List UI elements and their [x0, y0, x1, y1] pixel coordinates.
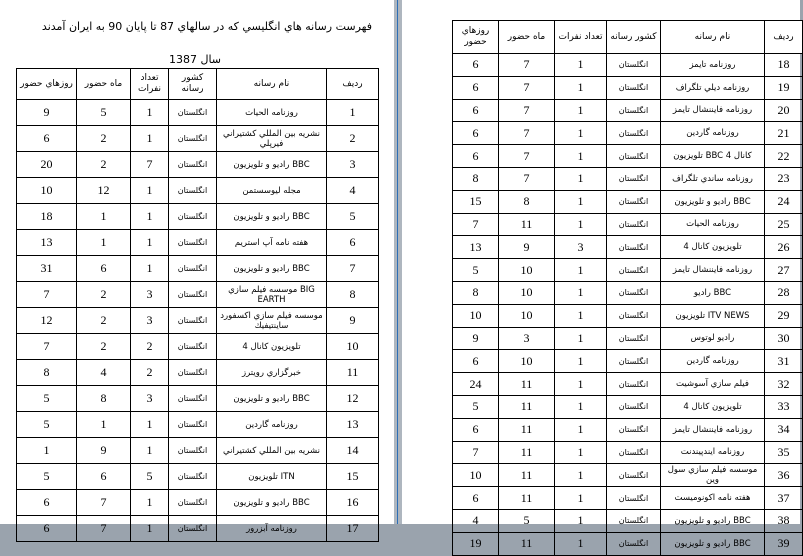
table-row — [453, 236, 803, 259]
media-name-cell: روزنامه ديلي تلگراف — [661, 76, 765, 99]
days-cell: 10 — [453, 304, 499, 327]
country-cell: انگلستان — [607, 76, 661, 99]
row-number-cell: 18 — [765, 54, 803, 77]
media-name-cell: روزنامه گاردين — [661, 350, 765, 373]
table-row — [453, 350, 803, 373]
row-number-cell: 20 — [765, 99, 803, 122]
media-name-cell: راديو لوتوس — [661, 327, 765, 350]
table-row — [453, 54, 803, 77]
table-row — [453, 213, 803, 236]
media-name-cell: راديو و تلويزيون BBC — [661, 509, 765, 532]
count-cell: 1 — [555, 487, 607, 510]
table-row — [453, 145, 803, 168]
count-cell: 1 — [555, 418, 607, 441]
media-name-cell: راديو و تلويزيون BBC — [217, 256, 327, 282]
table-header-row — [17, 69, 379, 100]
row-number-cell: 24 — [765, 190, 803, 213]
media-name-cell: روزنامه تايمز — [661, 54, 765, 77]
media-name-cell: راديو و تلويزيون BBC — [217, 386, 327, 412]
media-name-cell: راديو و تلويزيون BBC — [661, 190, 765, 213]
count-cell: 1 — [555, 532, 607, 555]
row-number-cell: 10 — [327, 334, 379, 360]
table-row — [453, 259, 803, 282]
country-cell: انگلستان — [607, 213, 661, 236]
media-name-cell: راديو و تلويزيون BBC — [217, 204, 327, 230]
header-country: كشور رسانه — [607, 21, 661, 54]
country-cell: انگلستان — [607, 190, 661, 213]
days-cell: 5 — [453, 395, 499, 418]
country-cell: انگلستان — [607, 509, 661, 532]
table-row — [453, 76, 803, 99]
media-name-cell: تلويزيون كانال 4 — [217, 334, 327, 360]
count-cell: 1 — [131, 100, 169, 126]
month-cell: 10 — [499, 259, 555, 282]
count-cell: 1 — [555, 76, 607, 99]
row-number-cell: 39 — [765, 532, 803, 555]
country-cell: انگلستان — [607, 464, 661, 487]
row-number-cell: 37 — [765, 487, 803, 510]
days-cell: 13 — [17, 230, 77, 256]
count-cell: 3 — [555, 236, 607, 259]
month-cell: 2 — [77, 334, 131, 360]
media-name-cell: موسسه فيلم سازي BIG EARTH — [217, 282, 327, 308]
month-cell: 8 — [499, 190, 555, 213]
row-number-cell: 36 — [765, 464, 803, 487]
days-cell: 8 — [453, 281, 499, 304]
row-number-cell: 21 — [765, 122, 803, 145]
country-cell: انگلستان — [169, 256, 217, 282]
media-name-cell: تلويزيون BBC كانال 4 — [661, 145, 765, 168]
media-name-cell: تلويزيون كانال 4 — [661, 395, 765, 418]
table-row — [453, 122, 803, 145]
days-cell: 7 — [17, 282, 77, 308]
country-cell: انگلستان — [169, 126, 217, 152]
media-name-cell: راديو و تلويزيون BBC — [661, 532, 765, 555]
count-cell: 1 — [131, 204, 169, 230]
month-cell: 3 — [499, 327, 555, 350]
table-row — [453, 99, 803, 122]
row-number-cell: 27 — [765, 259, 803, 282]
month-cell: 2 — [77, 126, 131, 152]
row-number-cell: 15 — [327, 464, 379, 490]
days-cell: 6 — [453, 122, 499, 145]
count-cell: 1 — [555, 99, 607, 122]
month-cell: 7 — [499, 54, 555, 77]
media-name-cell: راديو و تلويزيون BBC — [217, 152, 327, 178]
table-row — [453, 418, 803, 441]
table-header-row — [453, 21, 803, 54]
days-cell: 8 — [453, 167, 499, 190]
days-cell: 31 — [17, 256, 77, 282]
header-count: تعداد نفرات — [131, 69, 169, 100]
table-row — [453, 373, 803, 396]
row-number-cell: 23 — [765, 167, 803, 190]
country-cell: انگلستان — [169, 334, 217, 360]
media-name-cell: روزنامه فايننشال تايمز — [661, 259, 765, 282]
media-name-cell: تلويزيون كانال 4 — [661, 236, 765, 259]
country-cell: انگلستان — [169, 516, 217, 542]
country-cell: انگلستان — [607, 350, 661, 373]
table-row — [17, 100, 379, 126]
row-number-cell: 17 — [327, 516, 379, 542]
count-cell: 1 — [131, 516, 169, 542]
country-cell: انگلستان — [169, 412, 217, 438]
count-cell: 1 — [555, 259, 607, 282]
header-days: روزهاي حضور — [453, 21, 499, 54]
month-cell: 8 — [77, 386, 131, 412]
table-row — [17, 516, 379, 542]
count-cell: 1 — [555, 167, 607, 190]
count-cell: 1 — [555, 373, 607, 396]
country-cell: انگلستان — [607, 418, 661, 441]
country-cell: انگلستان — [169, 204, 217, 230]
count-cell: 1 — [131, 230, 169, 256]
count-cell: 3 — [131, 308, 169, 334]
country-cell: انگلستان — [607, 327, 661, 350]
month-cell: 5 — [77, 100, 131, 126]
table-row — [17, 412, 379, 438]
table-row — [453, 441, 803, 464]
table-row — [453, 167, 803, 190]
days-cell: 10 — [17, 178, 77, 204]
header-country: كشور رسانه — [169, 69, 217, 100]
country-cell: انگلستان — [169, 100, 217, 126]
header-row-no: رديف — [765, 21, 803, 54]
count-cell: 3 — [131, 282, 169, 308]
row-number-cell: 32 — [765, 373, 803, 396]
count-cell: 1 — [555, 122, 607, 145]
count-cell: 1 — [131, 438, 169, 464]
month-cell: 2 — [77, 152, 131, 178]
row-number-cell: 6 — [327, 230, 379, 256]
month-cell: 10 — [499, 350, 555, 373]
row-number-cell: 7 — [327, 256, 379, 282]
country-cell: انگلستان — [607, 122, 661, 145]
header-media-name: نام رسانه — [661, 21, 765, 54]
media-name-cell: هفته نامه آپ استريم — [217, 230, 327, 256]
days-cell: 15 — [453, 190, 499, 213]
page-separator — [394, 0, 402, 524]
media-name-cell: روزنامه گاردين — [661, 122, 765, 145]
days-cell: 7 — [17, 334, 77, 360]
country-cell: انگلستان — [607, 487, 661, 510]
count-cell: 1 — [555, 464, 607, 487]
days-cell: 5 — [453, 259, 499, 282]
month-cell: 11 — [499, 373, 555, 396]
days-cell: 20 — [17, 152, 77, 178]
count-cell: 1 — [555, 509, 607, 532]
country-cell: انگلستان — [169, 178, 217, 204]
table-row — [17, 178, 379, 204]
country-cell: انگلستان — [607, 145, 661, 168]
table-row — [17, 126, 379, 152]
table-row — [17, 308, 379, 334]
days-cell: 6 — [17, 126, 77, 152]
days-cell: 12 — [17, 308, 77, 334]
table-row — [453, 304, 803, 327]
media-name-cell: روزنامه الحيات — [217, 100, 327, 126]
days-cell: 7 — [453, 213, 499, 236]
days-cell: 18 — [17, 204, 77, 230]
table-row — [17, 256, 379, 282]
table-row — [453, 532, 803, 555]
table-row — [453, 395, 803, 418]
month-cell: 7 — [77, 516, 131, 542]
month-cell: 1 — [77, 204, 131, 230]
month-cell: 9 — [77, 438, 131, 464]
table-row — [17, 464, 379, 490]
row-number-cell: 5 — [327, 204, 379, 230]
month-cell: 7 — [499, 122, 555, 145]
table-row — [17, 386, 379, 412]
count-cell: 1 — [555, 145, 607, 168]
country-cell: انگلستان — [169, 438, 217, 464]
country-cell: انگلستان — [169, 490, 217, 516]
media-name-cell: روزنامه ايندپيندنت — [661, 441, 765, 464]
country-cell: انگلستان — [607, 167, 661, 190]
row-number-cell: 22 — [765, 145, 803, 168]
table-row — [17, 360, 379, 386]
row-number-cell: 30 — [765, 327, 803, 350]
row-number-cell: 29 — [765, 304, 803, 327]
row-number-cell: 14 — [327, 438, 379, 464]
days-cell: 24 — [453, 373, 499, 396]
month-cell: 5 — [499, 509, 555, 532]
count-cell: 1 — [555, 304, 607, 327]
row-number-cell: 12 — [327, 386, 379, 412]
country-cell: انگلستان — [169, 230, 217, 256]
days-cell: 6 — [453, 99, 499, 122]
header-row-no: رديف — [327, 69, 379, 100]
media-name-cell: هفته نامه اكونوميست — [661, 487, 765, 510]
month-cell: 10 — [499, 281, 555, 304]
media-name-cell: روزنامه گاردين — [217, 412, 327, 438]
table-row — [17, 230, 379, 256]
days-cell: 10 — [453, 464, 499, 487]
month-cell: 11 — [499, 213, 555, 236]
document-page-right — [402, 0, 800, 551]
media-name-cell: روزنامه الحيات — [661, 213, 765, 236]
days-cell: 6 — [17, 490, 77, 516]
document-page-left — [0, 0, 394, 535]
country-cell: انگلستان — [607, 236, 661, 259]
country-cell: انگلستان — [607, 304, 661, 327]
count-cell: 3 — [131, 386, 169, 412]
days-cell: 5 — [17, 464, 77, 490]
month-cell: 11 — [499, 418, 555, 441]
month-cell: 11 — [499, 487, 555, 510]
row-number-cell: 25 — [765, 213, 803, 236]
count-cell: 1 — [555, 441, 607, 464]
header-month: ماه حضور — [77, 69, 131, 100]
month-cell: 11 — [499, 395, 555, 418]
header-count: تعداد نفرات — [555, 21, 607, 54]
days-cell: 5 — [17, 412, 77, 438]
country-cell: انگلستان — [169, 282, 217, 308]
table-row — [453, 281, 803, 304]
row-number-cell: 28 — [765, 281, 803, 304]
media-name-cell: راديو BBC — [661, 281, 765, 304]
month-cell: 11 — [499, 441, 555, 464]
count-cell: 1 — [555, 395, 607, 418]
month-cell: 7 — [499, 76, 555, 99]
media-name-cell: مجله ليوسستمن — [217, 178, 327, 204]
row-number-cell: 11 — [327, 360, 379, 386]
table-row — [17, 152, 379, 178]
days-cell: 6 — [453, 54, 499, 77]
country-cell: انگلستان — [607, 281, 661, 304]
row-number-cell: 31 — [765, 350, 803, 373]
row-number-cell: 4 — [327, 178, 379, 204]
media-name-cell: فيلم سازي آسوشيت — [661, 373, 765, 396]
days-cell: 6 — [453, 76, 499, 99]
country-cell: انگلستان — [169, 360, 217, 386]
count-cell: 1 — [131, 490, 169, 516]
document-title: فهرست رسانه هاي انگليسي كه در سالهاي 87 تا پايان 90 به ايران آمدند — [41, 20, 372, 33]
table-row — [17, 490, 379, 516]
header-media-name: نام رسانه — [217, 69, 327, 100]
country-cell: انگلستان — [607, 532, 661, 555]
count-cell: 1 — [131, 256, 169, 282]
month-cell: 11 — [499, 464, 555, 487]
table-row — [453, 487, 803, 510]
country-cell: انگلستان — [607, 373, 661, 396]
row-number-cell: 8 — [327, 282, 379, 308]
days-cell: 4 — [453, 509, 499, 532]
days-cell: 9 — [17, 100, 77, 126]
days-cell: 1 — [17, 438, 77, 464]
media-name-cell: راديو و تلويزيون BBC — [217, 490, 327, 516]
count-cell: 2 — [131, 360, 169, 386]
days-cell: 9 — [453, 327, 499, 350]
month-cell: 7 — [499, 145, 555, 168]
media-name-cell: روزنامه آبزرور — [217, 516, 327, 542]
media-name-cell: موسسه فيلم سازي سول وين — [661, 464, 765, 487]
country-cell: انگلستان — [607, 259, 661, 282]
table-row — [453, 190, 803, 213]
row-number-cell: 16 — [327, 490, 379, 516]
month-cell: 2 — [77, 282, 131, 308]
table-row — [453, 464, 803, 487]
month-cell: 4 — [77, 360, 131, 386]
month-cell: 1 — [77, 412, 131, 438]
month-cell: 2 — [77, 308, 131, 334]
count-cell: 1 — [555, 54, 607, 77]
count-cell: 1 — [131, 178, 169, 204]
row-number-cell: 3 — [327, 152, 379, 178]
year-label: سال 1387 — [168, 53, 222, 66]
row-number-cell: 19 — [765, 76, 803, 99]
table-row — [17, 438, 379, 464]
media-table-right — [452, 20, 803, 556]
row-number-cell: 9 — [327, 308, 379, 334]
media-name-cell: خبرگزاري رويترز — [217, 360, 327, 386]
row-number-cell: 1 — [327, 100, 379, 126]
days-cell: 7 — [453, 441, 499, 464]
month-cell: 12 — [77, 178, 131, 204]
country-cell: انگلستان — [607, 54, 661, 77]
count-cell: 1 — [555, 350, 607, 373]
media-name-cell: تلويزيون ITV NEWS — [661, 304, 765, 327]
row-number-cell: 38 — [765, 509, 803, 532]
page-separator-line — [397, 0, 398, 524]
header-days: روزهاي حضور — [17, 69, 77, 100]
country-cell: انگلستان — [607, 441, 661, 464]
count-cell: 2 — [131, 334, 169, 360]
days-cell: 8 — [17, 360, 77, 386]
row-number-cell: 13 — [327, 412, 379, 438]
month-cell: 7 — [499, 167, 555, 190]
row-number-cell: 33 — [765, 395, 803, 418]
country-cell: انگلستان — [169, 308, 217, 334]
media-name-cell: روزنامه فايننشال تايمز — [661, 99, 765, 122]
count-cell: 1 — [555, 213, 607, 236]
month-cell: 6 — [77, 464, 131, 490]
days-cell: 5 — [17, 386, 77, 412]
month-cell: 10 — [499, 304, 555, 327]
row-number-cell: 34 — [765, 418, 803, 441]
media-name-cell: نشريه بين المللي كشتيراني فيرپلي — [217, 126, 327, 152]
count-cell: 1 — [555, 190, 607, 213]
count-cell: 1 — [555, 281, 607, 304]
days-cell: 19 — [453, 532, 499, 555]
media-name-cell: روزنامه فايننشال تايمز — [661, 418, 765, 441]
month-cell: 6 — [77, 256, 131, 282]
country-cell: انگلستان — [169, 386, 217, 412]
month-cell: 7 — [499, 99, 555, 122]
country-cell: انگلستان — [607, 395, 661, 418]
country-cell: انگلستان — [607, 99, 661, 122]
month-cell: 1 — [77, 230, 131, 256]
days-cell: 6 — [453, 487, 499, 510]
count-cell: 1 — [131, 126, 169, 152]
media-name-cell: تلويزيون ITN — [217, 464, 327, 490]
table-row — [453, 509, 803, 532]
days-cell: 6 — [453, 418, 499, 441]
month-cell: 9 — [499, 236, 555, 259]
table-row — [17, 282, 379, 308]
month-cell: 7 — [77, 490, 131, 516]
month-cell: 11 — [499, 532, 555, 555]
days-cell: 6 — [453, 350, 499, 373]
days-cell: 13 — [453, 236, 499, 259]
header-month: ماه حضور — [499, 21, 555, 54]
count-cell: 1 — [555, 327, 607, 350]
country-cell: انگلستان — [169, 152, 217, 178]
media-name-cell: موسسه فيلم سازي اكسفورد ساينتيفيك — [217, 308, 327, 334]
count-cell: 7 — [131, 152, 169, 178]
count-cell: 1 — [131, 412, 169, 438]
days-cell: 6 — [17, 516, 77, 542]
media-name-cell: روزنامه ساندي تلگراف — [661, 167, 765, 190]
days-cell: 6 — [453, 145, 499, 168]
table-row — [17, 334, 379, 360]
count-cell: 5 — [131, 464, 169, 490]
row-number-cell: 2 — [327, 126, 379, 152]
media-name-cell: نشريه بين المللي كشتيراني — [217, 438, 327, 464]
row-number-cell: 35 — [765, 441, 803, 464]
country-cell: انگلستان — [169, 464, 217, 490]
row-number-cell: 26 — [765, 236, 803, 259]
media-table-left — [16, 68, 379, 542]
table-row — [453, 327, 803, 350]
table-row — [17, 204, 379, 230]
